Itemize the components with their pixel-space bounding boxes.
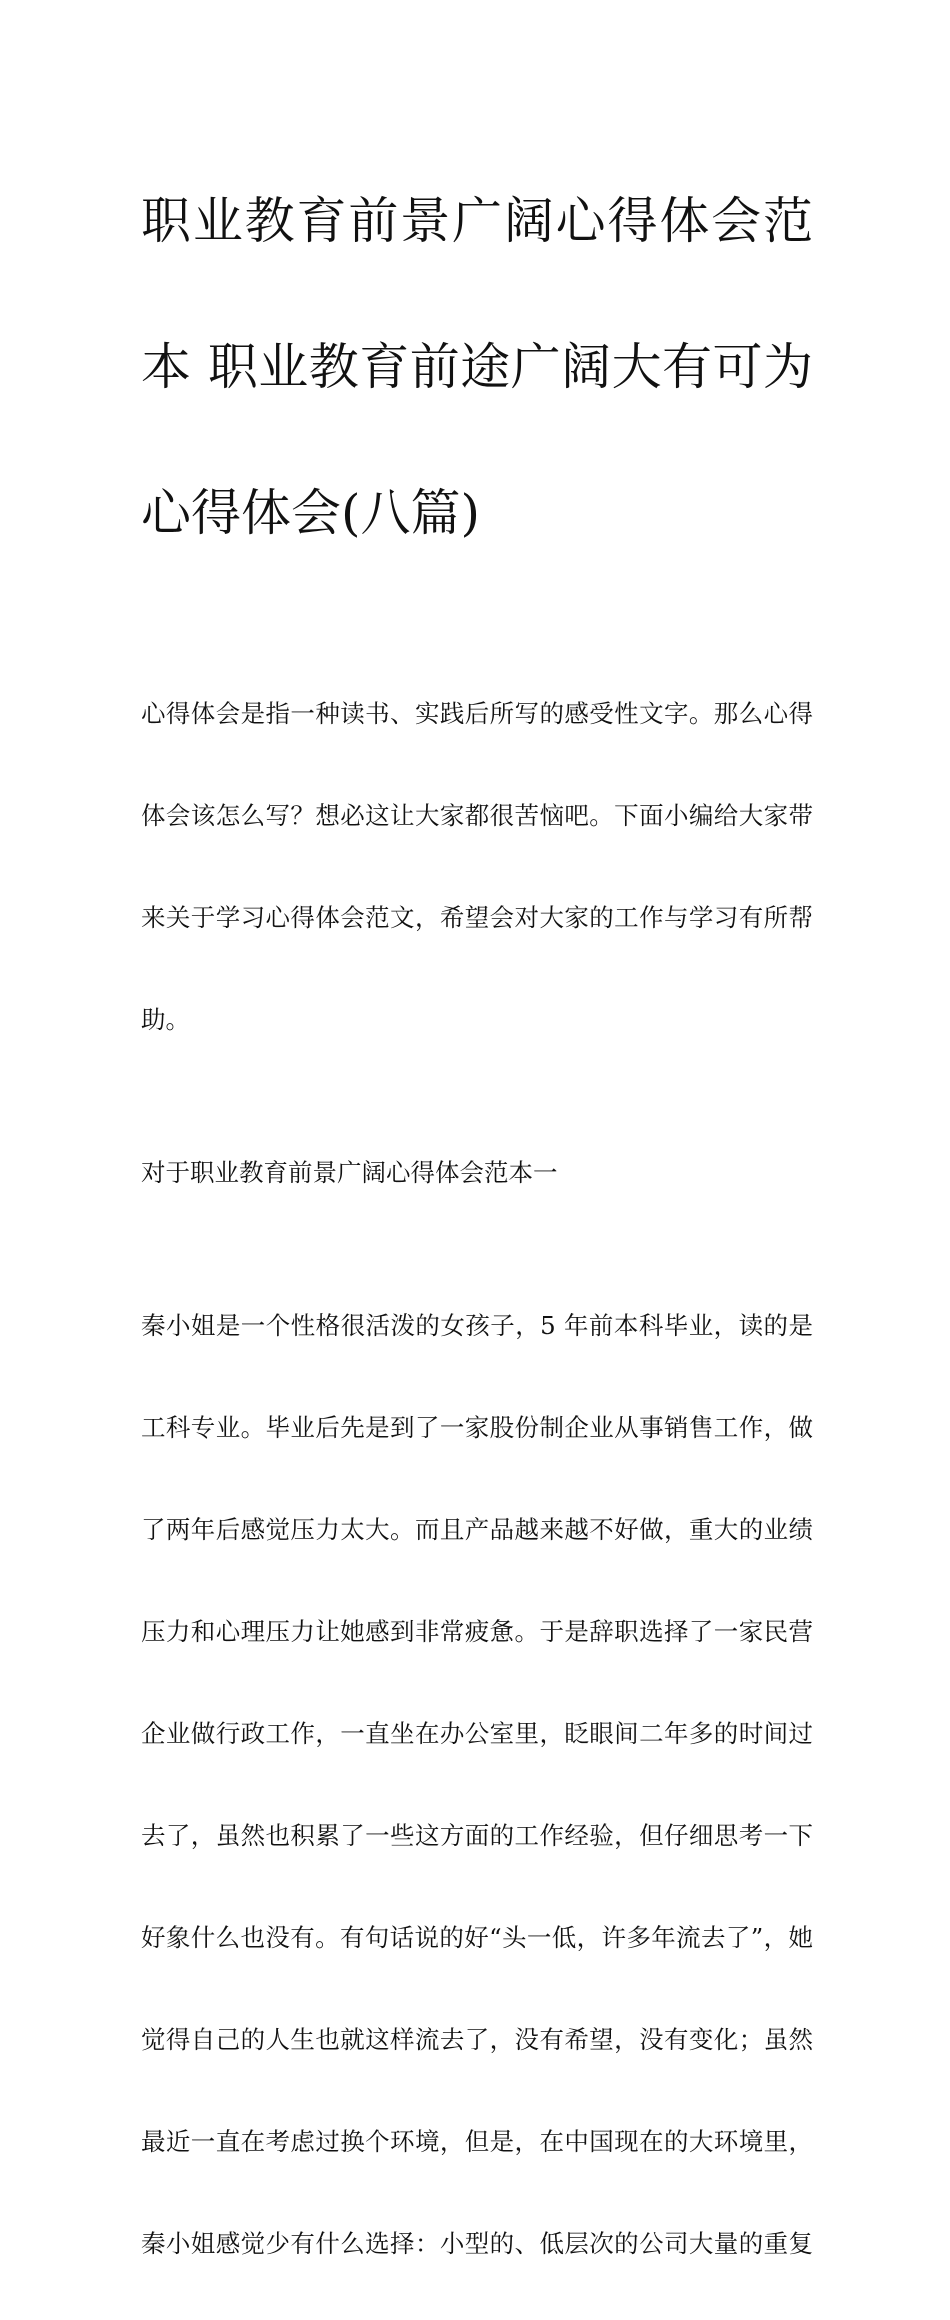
section-heading-text: 对于职业教育前景广阔心得体会范本一 — [141, 1158, 558, 1187]
story-line: 了两年后感觉压力太大。而且产品越来越不好做，重大的业绩 — [141, 1515, 813, 1544]
document-body — [141, 637, 813, 2320]
section-heading — [141, 1096, 813, 1249]
title-line: 心得体会(八篇) — [141, 484, 481, 542]
story-line: 去了，虽然也积累了一些这方面的工作经验，但仔细思考一下 — [141, 1821, 813, 1850]
intro-line: 来关于学习心得体会范文，希望会对大家的工作与学习有所帮 — [141, 903, 813, 932]
intro-line: 心得体会是指一种读书、实践后所写的感受性文字。那么心得 — [141, 699, 813, 728]
story-line: 压力和心理压力让她感到非常疲惫。于是辞职选择了一家民营 — [141, 1617, 813, 1646]
story-paragraph — [141, 1249, 813, 2320]
intro-line: 体会该怎么写？想必这让大家都很苦恼吧。下面小编给大家带 — [141, 801, 813, 830]
story-line: 觉得自己的人生也就这样流去了，没有希望，没有变化；虽然 — [141, 2025, 813, 2054]
title-line: 职业教育前景广阔心得体会范 — [141, 192, 813, 250]
story-line: 好象什么也没有。有句话说的好“头一低，许多年流去了”，她 — [141, 1923, 813, 1952]
title-line: 本 职业教育前途广阔大有可为 — [141, 338, 813, 396]
document-page — [141, 112, 813, 2320]
story-line: 工科专业。毕业后先是到了一家股份制企业从事销售工作，做 — [141, 1413, 813, 1442]
intro-line: 助。 — [141, 1005, 190, 1034]
document-title — [141, 112, 813, 623]
story-line: 企业做行政工作，一直坐在办公室里，眨眼间二年多的时间过 — [141, 1719, 813, 1748]
story-line: 秦小姐是一个性格很活泼的女孩子，5 年前本科毕业，读的是 — [141, 1311, 813, 1340]
story-line: 秦小姐感觉少有什么选择：小型的、低层次的公司大量的重复 — [141, 2229, 813, 2258]
story-line: 最近一直在考虑过换个环境，但是，在中国现在的大环境里， — [141, 2127, 813, 2156]
intro-paragraph — [141, 637, 813, 1096]
